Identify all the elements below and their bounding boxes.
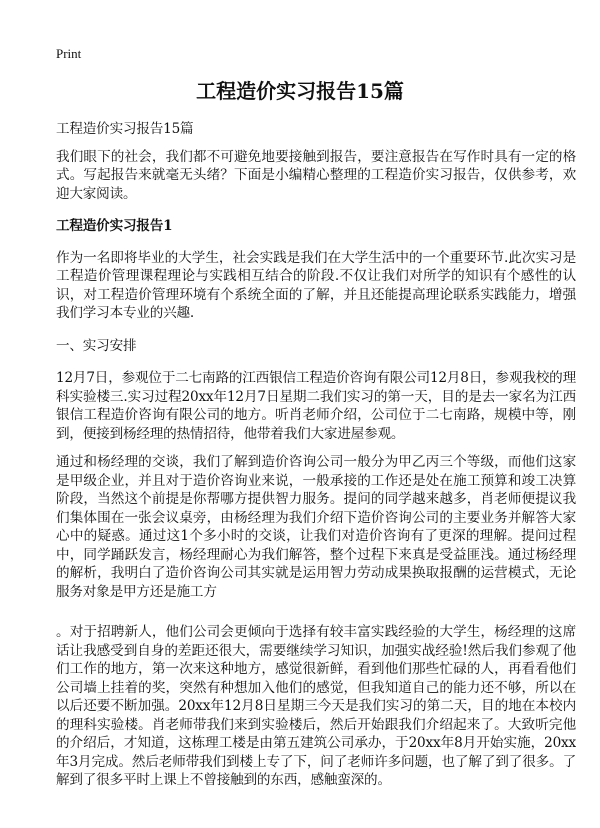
body-paragraph: 。对于招聘新人，他们公司会更倾向于选择有较丰富实践经验的大学生，杨经理的这席话让我感受到自身的差距还很大，需要继续学习知识，加强实战经验!然后我们参观了他们工作的地方，第一次来这种地方，感觉很新鲜，看到他们那些忙碌的人，再看看他们公司墙上挂着的奖，突然有种想加入他们的感觉，但我知道自己的能力还不够，所以在以后还要不断加强。20xx年12月8日星期三今天是我们实习的第二天，目的地在本校内的理科实验楼。肖老师带我们来到实验楼后，然后开始跟我们介绍起来了。大致听完他的介绍后，才知道，这栋理工楼是由第五建筑公司承办，于20xx年8月开始实施，20xx年3月完成。然后老师带我们到楼上专了下，问了老师许多问题，也了解了到了很多。了解到了很多平时上课上不曾接触到的东西，感触蛮深的。 xyxy=(56,624,576,788)
intro-paragraph: 我们眼下的社会，我们都不可避免地要接触到报告，要注意报告在写作时具有一定的格式。写起报告来就毫无头绪？下面是小编精心整理的工程造价实习报告，仅供参考，欢迎大家阅读。 xyxy=(56,148,576,202)
document-title: 工程造价实习报告15篇 xyxy=(196,79,404,103)
document-body xyxy=(56,120,576,804)
body-paragraph: 作为一名即将毕业的大学生，社会实践是我们在大学生活中的一个重要环节.此次实习是工程造价管理课程理论与实践相互结合的阶段.不仅让我们对所学的知识有个感性的认识，对工程造价管理环境有个系统全面的了解，并且还能提高理论联系实践能力，增强我们学习本专业的兴趣. xyxy=(56,249,576,321)
print-label: Print xyxy=(56,46,82,61)
subsection-heading: 一、实习安排 xyxy=(56,337,137,354)
body-paragraph: 通过和杨经理的交谈，我们了解到造价咨询公司一般分为甲乙丙三个等级，而他们这家是甲级企业，并且对于造价咨询业来说，一般承接的工作还是处在施工预算和竣工决算阶段，当然这个前提是你帮哪方提供智力服务。提问的同学越来越多，肖老师便提议我们集体围在一张会议桌旁，由杨经理为我们介绍下造价咨询公司的主要业务并解答大家心中的疑惑。通过这1个多小时的交谈，让我们对造价咨询有了更深的理解。提问过程中，同学踊跃发言，杨经理耐心为我们解答，整个过程下来真是受益匪浅。通过杨经理的解析，我明白了造价咨询公司其实就是运用智力劳动成果换取报酬的运营模式，无论服务对象是甲方还是施工方 xyxy=(56,454,576,600)
body-paragraph: 12月7日，参观位于二七南路的江西银信工程造价咨询有限公司12月8日，参观我校的理科实验楼三.实习过程20xx年12月7日星期二我们实习的第一天，目的是去一家名为江西银信工程造价咨询有限公司的地方。听肖老师介绍，公司位于二七南路，规模中等，刚到，便接到杨经理的热情招待，他带着我们大家进屋参观。 xyxy=(56,370,576,442)
document-subtitle: 工程造价实习报告15篇 xyxy=(56,121,194,137)
section-heading: 工程造价实习报告1 xyxy=(56,218,173,234)
